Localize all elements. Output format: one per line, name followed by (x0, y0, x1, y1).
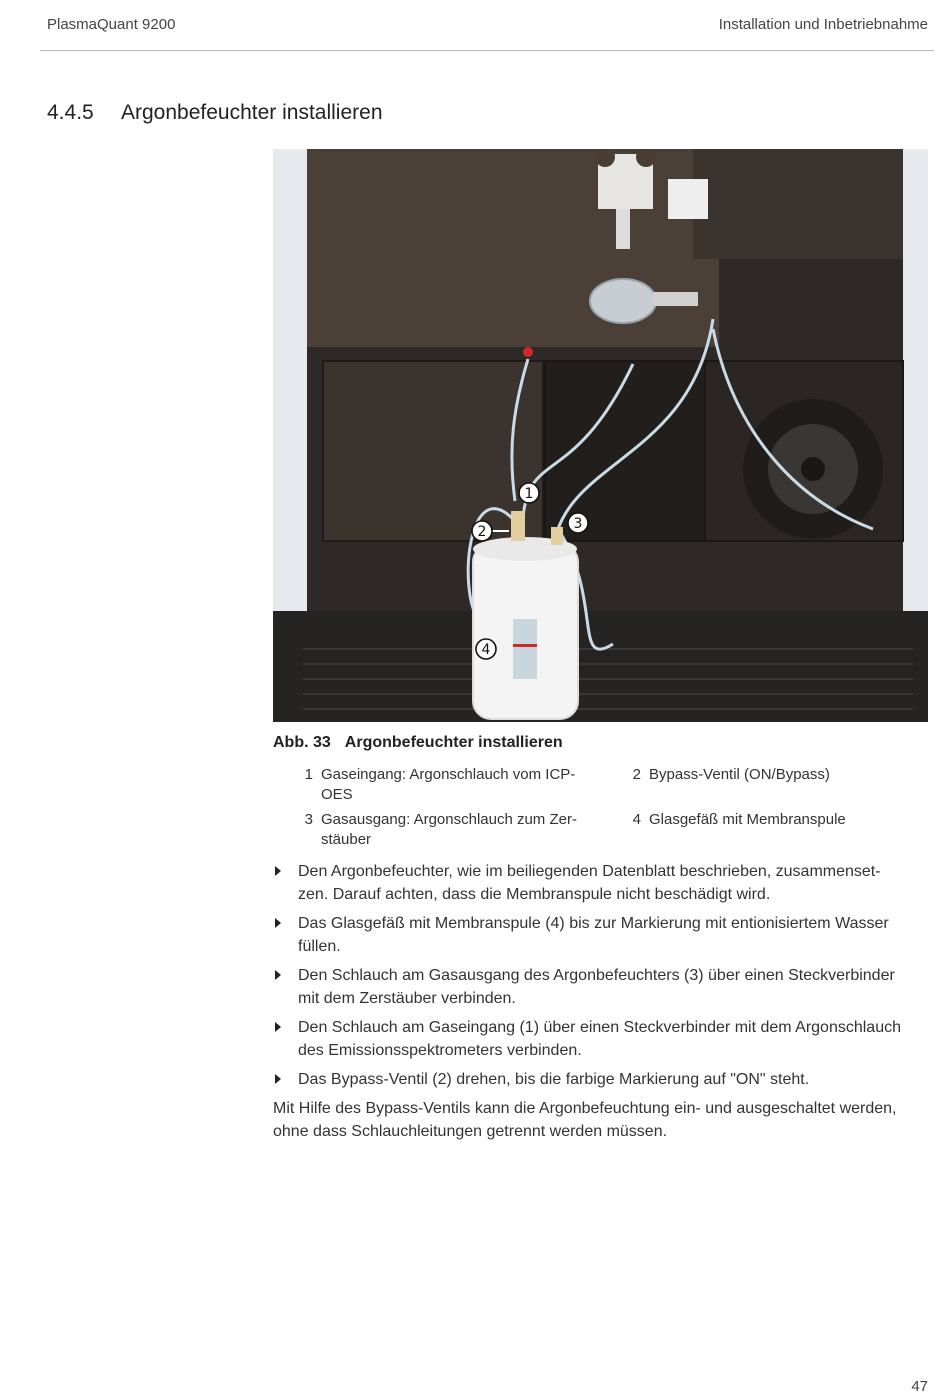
instruction-step (273, 1016, 928, 1062)
note-paragraph (273, 1097, 933, 1143)
legend-number: 4 (632, 811, 641, 828)
header-product: PlasmaQuant 9200 (47, 16, 176, 33)
floor-tray (273, 611, 928, 722)
back-panel-top-right (693, 149, 903, 259)
legend-text: Bypass-Ventil (ON/Bypass) (649, 766, 830, 783)
section-number: 4.4.5 (47, 101, 94, 124)
lower-panel-left (323, 361, 543, 541)
legend-text: stäuber (321, 831, 372, 848)
callout-4 (476, 639, 496, 659)
figure-photo (273, 149, 928, 722)
svg-text:1: 1 (524, 486, 534, 502)
note-text: ohne dass Schlauchleitungen getrennt werden müssen. (273, 1123, 668, 1140)
legend-text: Gaseingang: Argonschlauch vom ICP- (321, 766, 576, 783)
legend-text: Glasgefäß mit Membranspule (649, 811, 846, 828)
torch-stem (616, 209, 630, 249)
mount-label (668, 179, 708, 219)
step-text: Den Schlauch am Gaseingang (1) über einen Steckverbinder mit dem Argonschlauch (298, 1019, 901, 1036)
step-text: des Emissionsspektrometers verbinden. (298, 1042, 582, 1059)
legend-text: OES (321, 786, 353, 803)
svg-text:3: 3 (573, 516, 583, 532)
svg-text:2: 2 (477, 524, 487, 540)
section-title: Argonbefeuchter installieren (121, 101, 383, 124)
bullet-triangle-icon (275, 918, 281, 928)
drain-fitting-red (523, 347, 533, 357)
instruction-step (273, 912, 928, 958)
figure-caption (273, 734, 563, 752)
step-text: Den Schlauch am Gasausgang des Argonbefeuchters (3) über einen Steckverbinder (298, 967, 895, 984)
back-panel-upper (307, 149, 719, 347)
instruction-step (273, 1068, 928, 1091)
step-text: Das Bypass-Ventil (2) drehen, bis die farbige Markierung auf "ON" steht. (298, 1071, 810, 1088)
header-rule (40, 50, 934, 51)
step-text: zen. Darauf achten, dass die Membranspule nicht beschädigt wird. (298, 886, 771, 903)
step-text: Den Argonbefeuchter, wie im beiliegenden Datenblatt beschrieben, zusammenset- (298, 863, 881, 880)
spray-chamber (590, 279, 656, 323)
nebulizer-holder (653, 292, 698, 306)
svg-text:4: 4 (481, 642, 491, 658)
step-text: mit dem Zerstäuber verbinden. (298, 990, 516, 1007)
note-text: Mit Hilfe des Bypass-Ventils kann die Argonbefeuchtung ein- und ausgeschaltet werden, (273, 1100, 897, 1117)
instruction-list (273, 860, 928, 1097)
header-chapter: Installation und Inbetriebnahme (718, 16, 928, 33)
legend-item (627, 810, 927, 830)
pump-head (743, 399, 883, 539)
step-text: füllen. (298, 938, 341, 955)
instruction-step (273, 964, 928, 1010)
legend-item (627, 765, 927, 785)
bullet-triangle-icon (275, 1022, 281, 1032)
legend-number: 3 (304, 811, 313, 828)
legend-text: Gasausgang: Argonschlauch zum Zer- (321, 811, 577, 828)
bullet-triangle-icon (275, 970, 281, 980)
caption-label: Abb. 33 (273, 734, 331, 751)
legend-number: 2 (632, 766, 641, 783)
bullet-triangle-icon (275, 866, 281, 876)
callout-1 (519, 483, 539, 503)
caption-title: Argonbefeuchter installieren (344, 734, 563, 751)
bullet-triangle-icon (275, 1074, 281, 1084)
legend-item (299, 810, 599, 850)
legend-item (299, 765, 599, 805)
page-number: 47 (911, 1378, 928, 1395)
step-text: Das Glasgefäß mit Membranspule (4) bis zur Markierung mit entionisiertem Wasser (298, 915, 889, 932)
instruction-step (273, 860, 928, 906)
humidifier (473, 511, 578, 719)
legend-number: 1 (304, 766, 313, 783)
callout-3 (568, 513, 588, 533)
